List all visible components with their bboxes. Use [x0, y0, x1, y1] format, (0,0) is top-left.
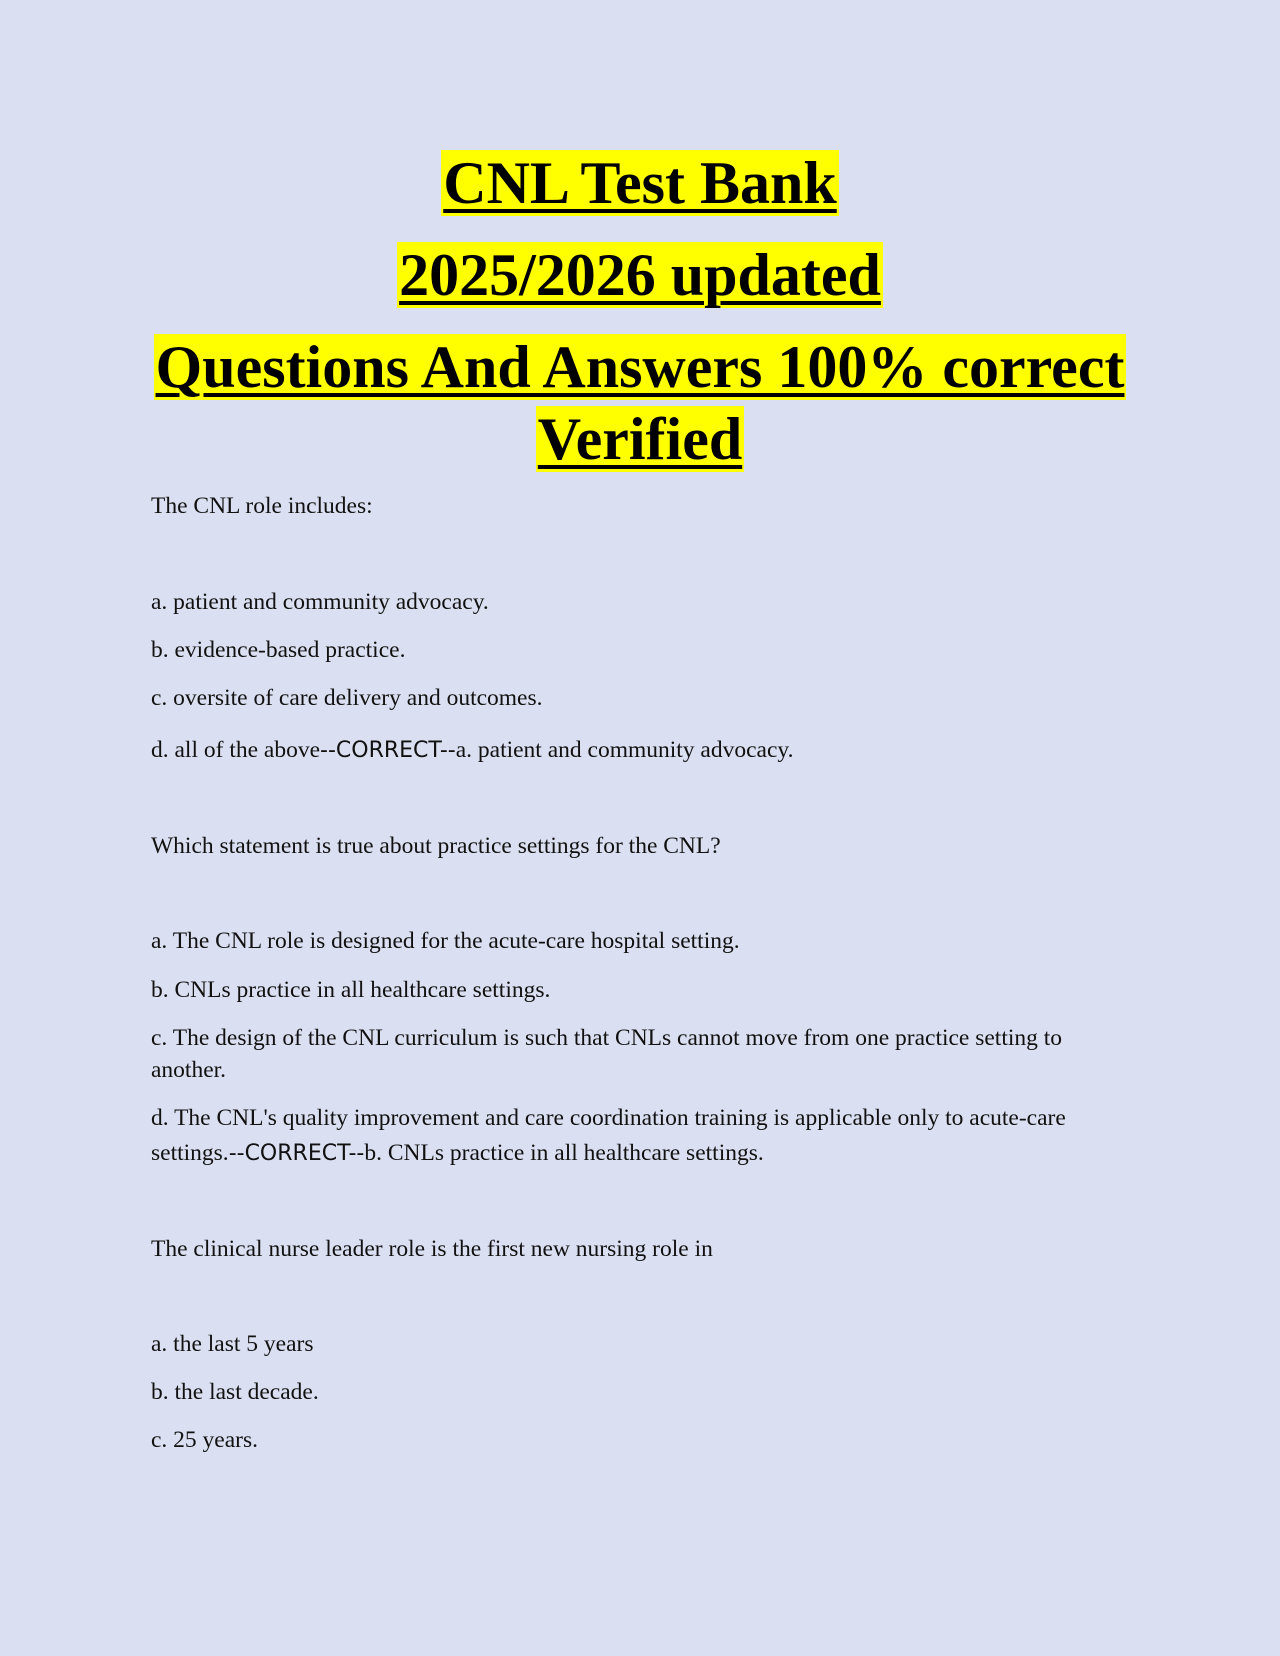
- question-2-option-d: [151, 1101, 1136, 1171]
- question-1-option-d-text: d. all of the above: [151, 737, 321, 763]
- question-3-option-c: c. 25 years.: [151, 1427, 259, 1453]
- question-1-option-b: b. evidence-based practice.: [151, 637, 406, 663]
- question-3-option-a: a. the last 5 years: [151, 1331, 314, 1357]
- question-1-correct-marker: --CORRECT--: [320, 738, 456, 763]
- question-1-stem: The CNL role includes:: [151, 493, 373, 519]
- title-text-4: Verified: [537, 406, 743, 472]
- question-1-option-d: [151, 734, 1136, 767]
- question-2-option-c: c. The design of the CNL curriculum is such that CNLs cannot move from one practice setting to another.: [151, 1025, 1063, 1083]
- question-1-answer: a. patient and community advocacy.: [455, 737, 794, 763]
- question-2-answer: b. CNLs practice in all healthcare settings.: [364, 1140, 764, 1166]
- question-1-option-c: c. oversite of care delivery and outcomes.: [151, 685, 543, 711]
- question-2-option-a: a. The CNL role is designed for the acute-care hospital setting.: [151, 928, 740, 954]
- question-2-correct-marker: --CORRECT--: [228, 1141, 365, 1166]
- title-line-1: [0, 150, 1280, 216]
- title-text-2: 2025/2026 updated: [399, 242, 881, 308]
- question-3-stem: The clinical nurse leader role is the first new nursing role in: [151, 1236, 713, 1262]
- question-1-option-a: a. patient and community advocacy.: [151, 589, 489, 615]
- question-3-option-b: b. the last decade.: [151, 1379, 319, 1405]
- title-line-3: [0, 334, 1280, 400]
- question-2-stem: Which statement is true about practice settings for the CNL?: [151, 833, 721, 859]
- title-text-1: CNL Test Bank: [443, 150, 837, 216]
- title-line-4: [0, 406, 1280, 472]
- question-2-option-b: b. CNLs practice in all healthcare settings.: [151, 977, 551, 1003]
- question-2-option-d-text: d. The CNL's quality improvement and care coordination training is applicable only to acute-care settings.: [151, 1105, 1066, 1166]
- title-text-3: Questions And Answers 100% correct: [155, 334, 1125, 400]
- title-line-2: [0, 242, 1280, 308]
